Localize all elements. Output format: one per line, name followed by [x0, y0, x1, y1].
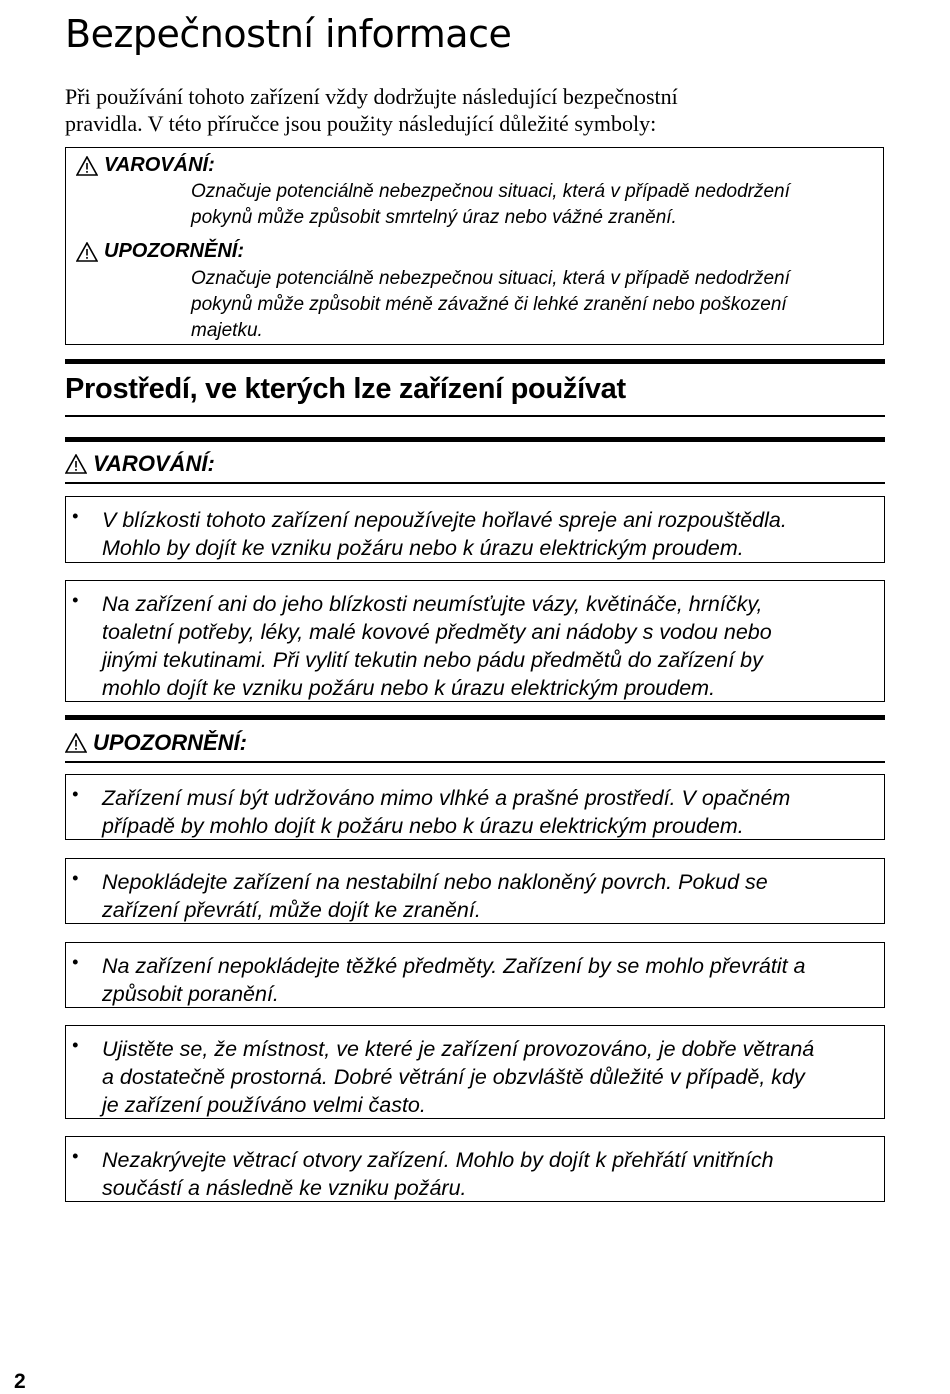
item-line: Zařízení musí být udržováno mimo vlhké a prašné prostředí. V opačném: [102, 786, 791, 810]
caution-item: [65, 942, 885, 1008]
caution-item: [65, 858, 885, 924]
warning-triangle-icon: [65, 454, 87, 474]
legend-line: pokynů může způsobit méně závažné či lehké zranění nebo poškození: [191, 294, 787, 315]
caution-rule-bottom: [65, 761, 885, 763]
caution-triangle-icon: [76, 242, 98, 262]
item-text: [102, 590, 878, 702]
legend-line: pokynů může způsobit smrtelný úraz nebo vážné zranění.: [191, 207, 677, 228]
item-line: Ujistěte se, že místnost, ve které je zařízení provozováno, je dobře větraná: [102, 1037, 815, 1061]
warning-rule-top: [65, 437, 885, 442]
section-title: Prostředí, ve kterých lze zařízení používat: [65, 373, 626, 405]
item-line: Na zařízení ani do jeho blízkosti neumísťujte vázy, květináče, hrníčky,: [102, 592, 763, 616]
item-line: Mohlo by dojít ke vzniku požáru nebo k úrazu elektrickým proudem.: [102, 536, 744, 560]
bullet: •: [72, 952, 79, 972]
item-line: je zařízení používáno velmi často.: [102, 1093, 426, 1117]
item-line: součástí a následně ke vzniku požáru.: [102, 1176, 467, 1200]
intro-line: pravidla. V této příručce jsou použity následující důležité symboly:: [65, 111, 657, 136]
warning-rule-bottom: [65, 482, 885, 484]
item-line: Na zařízení nepokládejte těžké předměty. Zařízení by se mohlo převrátit a: [102, 954, 806, 978]
section-rule-top: [65, 359, 885, 364]
bullet: •: [72, 1146, 79, 1166]
item-line: Nepokládejte zařízení na nestabilní nebo nakloněný povrch. Pokud se: [102, 870, 768, 894]
legend-caution-description: [191, 266, 881, 344]
warning-heading: [65, 451, 215, 477]
legend-line: Označuje potenciálně nebezpečnou situaci, která v případě nedodržení: [191, 268, 790, 289]
warning-label: VAROVÁNÍ:: [93, 451, 215, 476]
page-number: 2: [14, 1370, 26, 1393]
bullet: •: [72, 784, 79, 804]
legend-line: majetku.: [191, 320, 263, 341]
section-rule-bottom: [65, 415, 885, 417]
caution-item: [65, 774, 885, 840]
item-text: [102, 784, 878, 840]
item-text: [102, 868, 878, 924]
item-line: a dostatečně prostorná. Dobré větrání je obzvláště důležité v případě, kdy: [102, 1065, 805, 1089]
caution-item: [65, 1025, 885, 1119]
warning-item: [65, 496, 885, 563]
item-text: [102, 952, 878, 1008]
item-text: [102, 1146, 878, 1202]
bullet: •: [72, 590, 79, 610]
legend-warning-heading: [76, 154, 215, 177]
caution-item: [65, 1136, 885, 1202]
page-title: Bezpečnostní informace: [65, 12, 512, 56]
item-text: [102, 1035, 878, 1119]
legend-line: Označuje potenciálně nebezpečnou situaci, která v případě nedodržení: [191, 181, 790, 202]
item-line: případě by mohlo dojít k požáru nebo k úrazu elektrickým proudem.: [102, 814, 744, 838]
item-text: [102, 506, 878, 562]
caution-label: UPOZORNĚNÍ:: [93, 730, 247, 755]
intro-line: Při používání tohoto zařízení vždy dodržujte následující bezpečnostní: [65, 84, 678, 109]
legend-caution-heading: [76, 240, 244, 263]
item-line: toaletní potřeby, léky, malé kovové předměty ani nádoby s vodou nebo: [102, 620, 772, 644]
caution-rule-top: [65, 715, 885, 720]
legend-warning-description: [191, 179, 881, 231]
item-line: Nezakrývejte větrací otvory zařízení. Mohlo by dojít k přehřátí vnitřních: [102, 1148, 774, 1172]
bullet: •: [72, 1035, 79, 1055]
legend-caution-label: UPOZORNĚNÍ:: [104, 240, 244, 262]
item-line: V blízkosti tohoto zařízení nepoužívejte hořlavé spreje ani rozpouštědla.: [102, 508, 787, 532]
item-line: jinými tekutinami. Při vylití tekutin nebo pádu předmětů do zařízení by: [102, 648, 763, 672]
warning-item: [65, 580, 885, 702]
symbol-legend-box: [65, 147, 884, 345]
intro-paragraph: [65, 83, 885, 137]
legend-warning-label: VAROVÁNÍ:: [104, 154, 215, 176]
item-line: způsobit poranění.: [102, 982, 279, 1006]
warning-triangle-icon: [76, 156, 98, 176]
caution-triangle-icon: [65, 733, 87, 753]
bullet: •: [72, 868, 79, 888]
item-line: mohlo dojít ke vzniku požáru nebo k úrazu elektrickým proudem.: [102, 676, 716, 700]
caution-heading: [65, 730, 247, 756]
bullet: •: [72, 506, 79, 526]
item-line: zařízení převrátí, může dojít ke zranění.: [102, 898, 481, 922]
